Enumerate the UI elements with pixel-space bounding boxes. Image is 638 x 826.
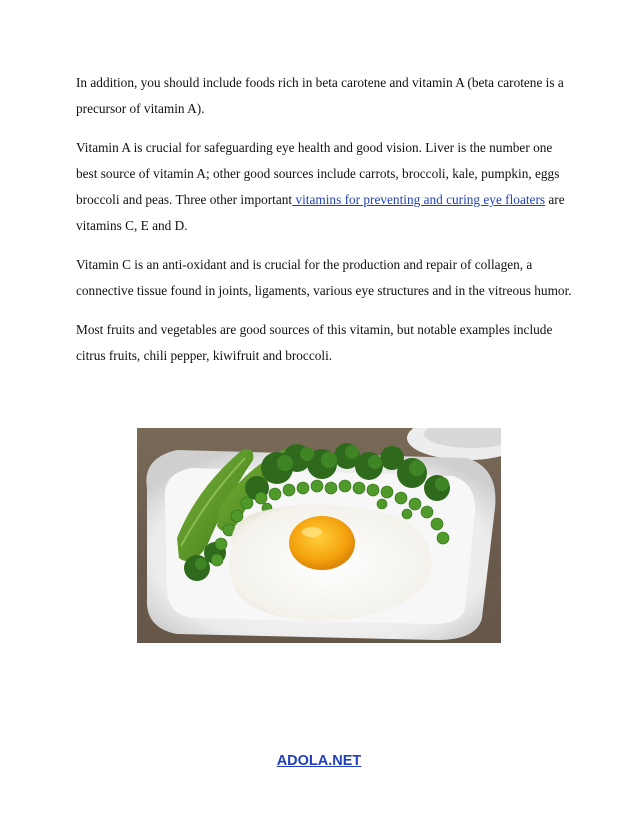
fried-egg-vegetables-photo bbox=[137, 428, 501, 643]
paragraph-beta-carotene: In addition, you should include foods rich in beta carotene and vitamin A (beta carotene is a precursor of vitamin A). bbox=[76, 75, 564, 116]
paragraph-fruits-vegetables: Most fruits and vegetables are good sources of this vitamin, but notable examples include citrus fruits, chili pepper, kiwifruit and broccoli. bbox=[76, 322, 553, 363]
paragraph-vitamin-a-tail: are vitamins C, E and D. bbox=[76, 192, 565, 233]
footer bbox=[0, 753, 638, 769]
article-body bbox=[76, 70, 574, 382]
paragraph-vitamin-c: Vitamin C is an anti-oxidant and is crucial for the production and repair of collagen, a connective tissue found in joints, ligaments, various eye structures and in the vitreous humor. bbox=[76, 257, 572, 298]
paragraph-vitamin-a-text: Vitamin A is crucial for safeguarding eye health and good vision. Liver is the number one best source of vitamin A; other good sources include carrots, broccoli, kale, pumpkin, eggs broccoli and peas. Three other important bbox=[76, 140, 560, 207]
eye-floaters-vitamins-link[interactable]: vitamins for preventing and curing eye floaters bbox=[292, 192, 546, 207]
paragraph-vitamin-a bbox=[76, 135, 574, 239]
adola-net-link[interactable]: ADOLA.NET bbox=[276, 753, 362, 769]
